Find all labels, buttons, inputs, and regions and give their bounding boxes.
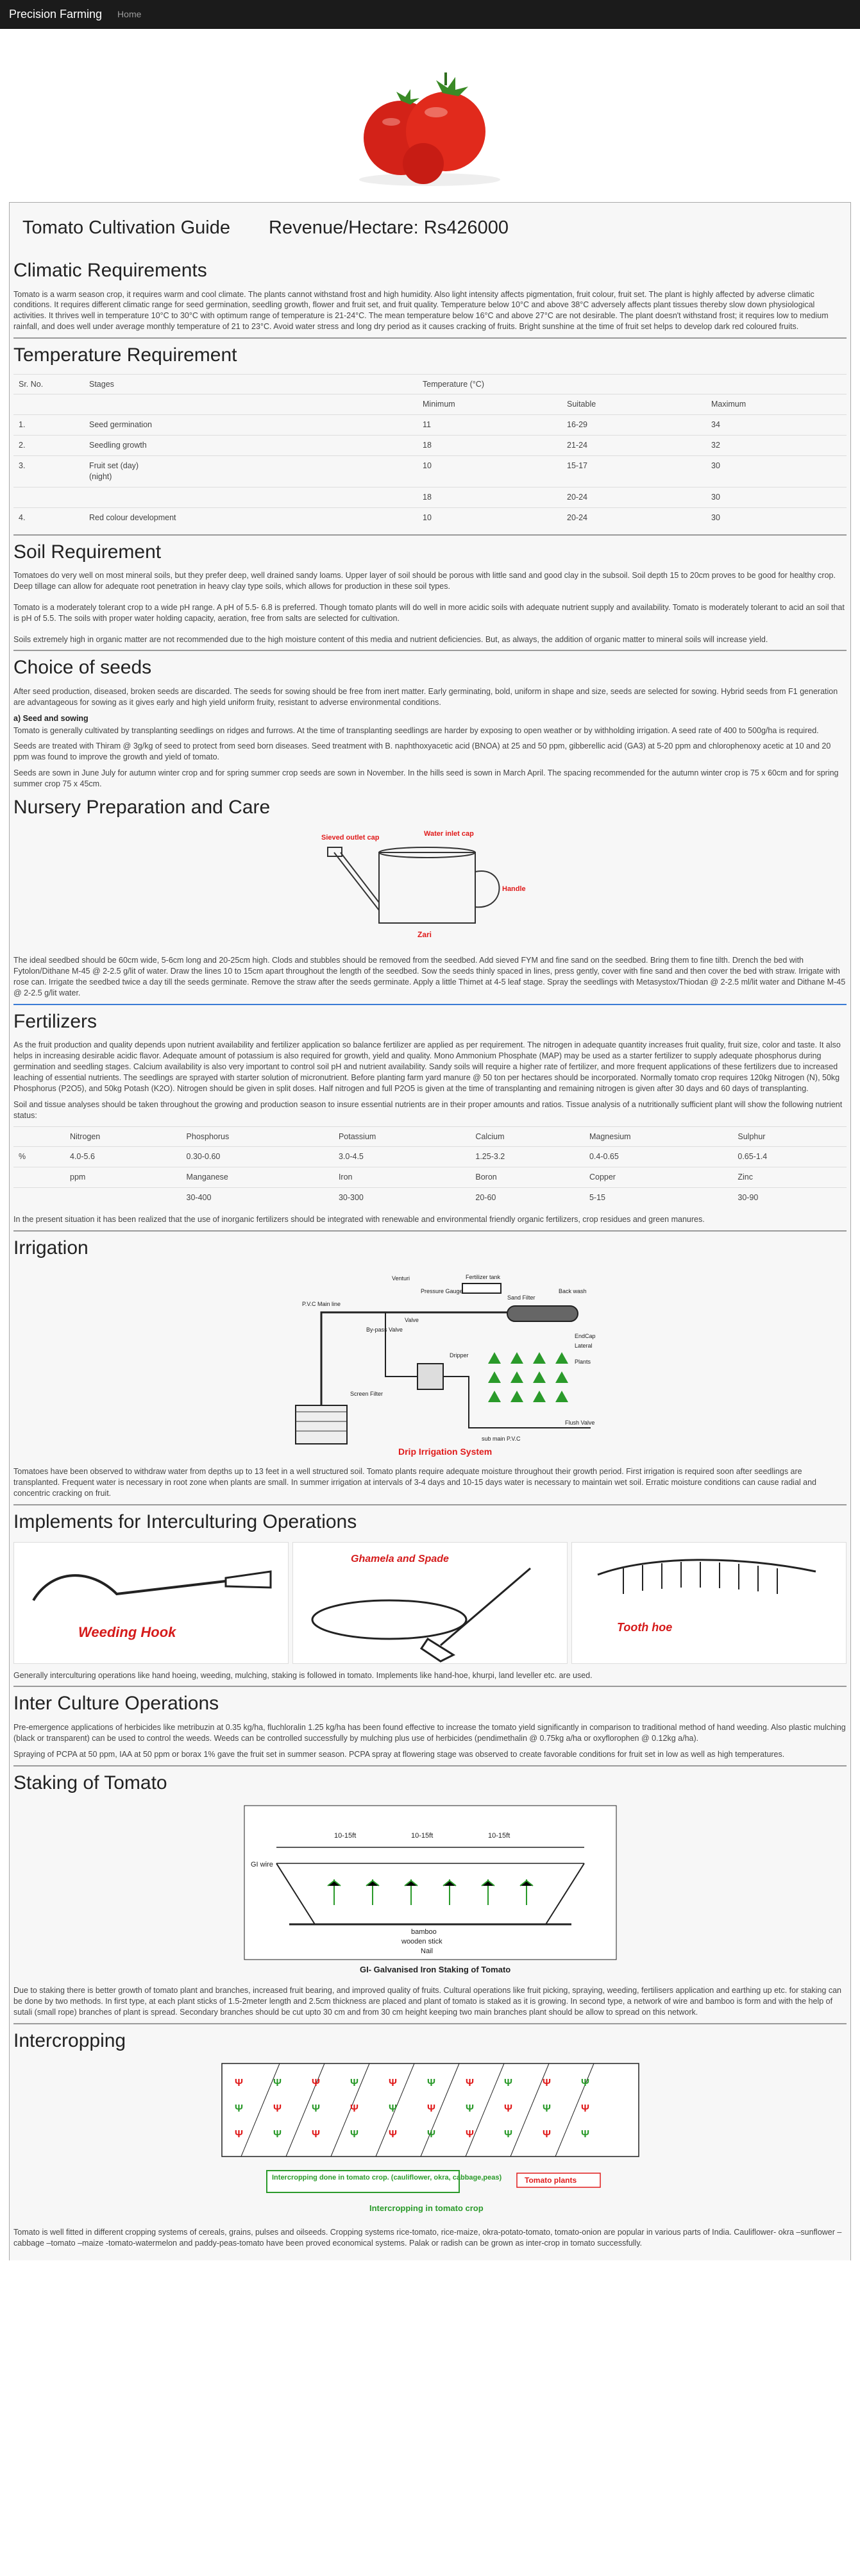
staking-heading: Staking of Tomato: [13, 1772, 167, 1793]
label-15ft-2: 10-15ft: [410, 1832, 433, 1840]
label-lateral: Lateral: [574, 1343, 593, 1350]
label-weeding-hook: Weeding Hook: [78, 1623, 176, 1640]
seeds-heading: Choice of seeds: [13, 657, 152, 679]
fertilizers-heading: Fertilizers: [13, 1010, 97, 1032]
label-15ft-3: 10-15ft: [487, 1832, 510, 1840]
implements-body: Generally interculturing operations like hand hoeing, weeding, mulching, staking is followed in tomato. Implements like hand-hoe, khurpi, land leveller etc. are used.: [13, 1670, 593, 1680]
label-venturi: Venturi: [391, 1275, 410, 1282]
inter-culture-heading: Inter Culture Operations: [13, 1693, 219, 1715]
seeds-body-4: Seeds are sown in June July for autumn winter crop and for spring summer crop seeds are sown in November. In the hills seed is sown in March April. The spacing recommended for the autumn winter crop is 75 x 60cm and for spring summer crop 75 x 45cm.: [13, 768, 839, 788]
weeding-hook-figure: [13, 1542, 289, 1664]
nursery-heading: Nursery Preparation and Care: [13, 796, 271, 818]
seeds-body-1: After seed production, diseased, broken seeds are discarded. The seeds for sowing should be free from inert matter. Early germinating, bold, uniform in shape and size, seeds are selected for sowing. Hybrid seeds from F1 generation are advantageous for sowing as it gives early and high yield uniform fruity, resistant to adverse environmental conditions.: [13, 686, 838, 707]
intercropping-body: Tomato is well fitted in different cropping systems of cereals, grains, pulses and oilseeds. Cropping systems rice-tomato, rice-maize, okra-potato-tomato, tomato-onion are popular in various parts of India. Cauliflower- okra –sunflower –cabbage –tomato –maize -tomato-watermelon and paddy-peas-tomato have been proved economical systems. Palak or radish can be grown as inter-crop in tomato successfully.: [13, 2228, 842, 2248]
label-tomato-plants: Tomato plants: [524, 2176, 577, 2185]
climatic-body: Tomato is a warm season crop, it requires warm and cool climate. The plants cannot withstand frost and high humidity. Also light intensity affects pigmentation, fruit colour, fruit set. The plant is highly affected by adverse climatic conditions. It requires different climatic range for seed germination, seedling growth, flower and fruit set, and fruit quality. Temperature below 10°C and above 38°C adversely affects plant tissues thereby slow down physiological activities. It thrives well in temperature 10°C to 30°C with optimum range of temperature is 21-24°C. The mean temperature below 16°C and above 27°C are not desirable. The plant doesn't withstand frost; it requires low to medium rainfall, and does well under average monthly temperature of 21 to 23°C. Avoid water stress and long dry period as it causes cracking of fruits. Bright sunshine at the time of fruit set helps to develop dark red coloured fruits.: [13, 289, 829, 332]
svg-text:Ψ: Ψ: [426, 2129, 435, 2140]
label-dripper: Dripper: [449, 1352, 469, 1359]
svg-text:Ψ: Ψ: [311, 2078, 320, 2089]
ghamela-spade-figure: [292, 1542, 568, 1664]
label-inlet: Water inlet cap: [423, 830, 474, 838]
fertilizers-body-2: Soil and tissue analyses should be taken throughout the growing and production season to insure essential nutrients are in their proper amounts and ratios. Tissue analysis of a nutritionally sufficient plant will show the following nutrient status:: [13, 1099, 843, 1120]
temperature-table: [13, 374, 847, 528]
climatic-heading: Climatic Requirements: [13, 260, 207, 281]
irrigation-caption: Drip Irrigation System: [398, 1446, 492, 1457]
tomato-image: [346, 61, 513, 189]
hero-image: [0, 29, 860, 202]
svg-text:Ψ: Ψ: [426, 2078, 435, 2089]
svg-text:Ψ: Ψ: [465, 2078, 474, 2089]
svg-text:Ψ: Ψ: [388, 2078, 397, 2089]
nutrient-table: Nitrogen Phosphorus Potassium Calcium Magnesium Sulphur % 4.0-5.6 0.30-0.60 3.0-4.5 1.25-3.2 0.4-0.65 0.65-1.4 ppm Manganese Iron Boron Copper Zinc 30-400 30-300 20-60 5-15 30-90: [13, 1126, 847, 1208]
label-sieved: Sieved outlet cap: [321, 834, 379, 842]
brand-link[interactable]: Precision Farming: [9, 7, 103, 21]
soil-heading: Soil Requirement: [13, 541, 162, 563]
irrigation-heading: Irrigation: [13, 1237, 89, 1258]
inter-culture-body-2: Spraying of PCPA at 50 ppm, IAA at 50 ppm or borax 1% gave the fruit set in summer season. PCPA spray at flowering stage was observed to create favorable conditions for fruit set in low as well as high temperatures.: [13, 1749, 785, 1759]
label-ghamela: Ghamela and Spade: [351, 1553, 449, 1564]
page-title: Tomato Cultivation Guide: [22, 217, 230, 239]
intercropping-diagram: [215, 2060, 645, 2221]
label-tooth-hoe: Tooth hoe: [617, 1620, 673, 1634]
svg-text:Ψ: Ψ: [234, 2078, 243, 2089]
staking-diagram: [238, 1802, 623, 1979]
navbar: [0, 0, 860, 29]
svg-text:Ψ: Ψ: [388, 2129, 397, 2140]
label-wooden: wooden stick: [401, 1938, 443, 1945]
svg-text:Ψ: Ψ: [273, 2103, 282, 2115]
nursery-body: The ideal seedbed should be 60cm wide, 5-6cm long and 20-25cm high. Clods and stubbles should be removed from the seedbed. Add sieved FYM and fine sand on the seedbed. Bring them to fine tilth. Drench the bed with Fytolon/Dithane M-45 @ 2-2.5 g/lit of water. Draw the lines 10 to 15cm apart throughout the length of the seedbed. Sow the seeds thinly spaced in lines, press gently, cover with fine sand and then cover the bed with straw. Irrigate with rose can. Irrigate the seedbed twice a day till the seeds germinate. Remove the straw after the seeds germinate. Apply a little Thimet at 4-5 leaf stage. Spray the seedlings with Metasystox/Thiodan @ 2-2.5 ml/lit water and Dithane M-45 @ 2-2.5 g/lit water.: [13, 956, 846, 997]
label-handle: Handle: [502, 885, 526, 894]
svg-text:Ψ: Ψ: [542, 2129, 551, 2140]
svg-text:Ψ: Ψ: [503, 2103, 512, 2115]
svg-text:Ψ: Ψ: [234, 2129, 243, 2140]
svg-text:Ψ: Ψ: [542, 2078, 551, 2089]
table-row: 4. Red colour development 10 20-24 30: [13, 507, 847, 527]
svg-text:Ψ: Ψ: [350, 2078, 358, 2089]
fertilizers-body-1: As the fruit production and quality depends upon nutrient availability and fertilizer application so balance fertilizer are applied as per requirement. The nitrogen in adequate quantity increases fruit quality, fruit size, color and taste. It also helps in increasing desirable acidic flavor. Adequate amount of potassium is also required for growth, yield and quality. Mono Ammonium Phosphate (MAP) may be used as a starter fertilizer to supply adequate phosphorus during germination and seedling stages. Calcium availability is also very important to control soil pH and nutrient availability. Sandy soils will require a higher rate of fertilizer, and more frequent applications of these fertilizers due to increased leaching of essential nutrients. The seedlings are sprayed with starter solution of micronutrient. Before planting farm yard manure @ 50 ton per hectares should be incorporated. Normally tomato crop requires 120kg Nitrogen (N), 50kg Phosphorus (P2O5), and 50kg Potash (K2O). Nitrogen should be given in split doses. Half nitrogen and full P2O5 is given at the time of transplanting and remaining nitrogen is given after 30 days and 60 days of transplanting.: [13, 1040, 841, 1093]
svg-text:Ψ: Ψ: [580, 2129, 589, 2140]
col-stages: Stages: [84, 374, 417, 394]
label-pressure: Pressure Gauge: [420, 1288, 463, 1295]
staking-caption: GI- Galvanised Iron Staking of Tomato: [359, 1965, 510, 1974]
label-backwash: Back wash: [558, 1288, 587, 1295]
drip-irrigation-diagram: [257, 1267, 603, 1460]
svg-text:Ψ: Ψ: [503, 2129, 512, 2140]
col-minimum: Minimum: [417, 394, 562, 415]
svg-text:Ψ: Ψ: [350, 2129, 358, 2140]
col-maximum: Maximum: [706, 394, 847, 415]
intercropping-heading: Intercropping: [13, 2029, 126, 2051]
label-submain: sub main P.V.C: [481, 1436, 521, 1443]
svg-text:Ψ: Ψ: [388, 2103, 397, 2115]
label-sand: Sand Filter: [507, 1294, 535, 1301]
svg-text:Ψ: Ψ: [580, 2078, 589, 2089]
seeds-subheading: a) Seed and sowing: [13, 713, 89, 723]
svg-text:Ψ: Ψ: [465, 2129, 474, 2140]
col-suitable: Suitable: [562, 394, 706, 415]
label-pvc: P.V.C Main line: [301, 1301, 341, 1308]
guide-panel: [9, 202, 851, 2260]
svg-text:Ψ: Ψ: [542, 2103, 551, 2115]
revenue-label: Revenue/Hectare: Rs426000: [269, 217, 509, 239]
staking-body: Due to staking there is better growth of tomato plant and branches, increased fruit bearing, and improved quality of fruits. Cultural operations like fruit picking, spraying, weeding, fertilisers application and earthing up etc. for staking can be done by two methods. In first type, at each plant sticks of 1.5-2meter length and 2.5cm thickness are placed and plant of tomato is staked as it is growing. In second type, a network of wire and bamboo is form and with the help of sutali (small rope) branches of plant is spread. Secondary branches should be cut upto 30 cm and from 30 cm height keeping two main branches plant should be allow to spread on this network.: [13, 1986, 841, 2017]
inter-culture-body-1: Pre-emergence applications of herbicides like metribuzin at 0.35 kg/ha, fluchloralin 1.25 kg/ha has been found effective to increase the tomato yield significantly in comparison to traditional method of hand weeding. Also plastic mulching (black or transparent) can be used to control the weeds. Weeds can be controlled successfully by mulching plus use of herbicides (pendimethalin @ 0.75kg a/ha or oxyflorophen @ 0.12kg a/ha).: [13, 1722, 846, 1743]
label-15ft-1: 10-15ft: [333, 1832, 356, 1840]
label-bamboo: bamboo: [410, 1928, 437, 1936]
label-screen: Screen Filter: [350, 1391, 383, 1398]
label-plants: Plants: [574, 1359, 591, 1366]
svg-text:Ψ: Ψ: [273, 2129, 282, 2140]
col-sr-no: Sr. No.: [13, 374, 84, 394]
svg-text:Ψ: Ψ: [350, 2103, 358, 2115]
label-endcap: EndCap: [574, 1333, 596, 1340]
table-row: 1. Seed germination 11 16-29 34: [13, 415, 847, 436]
table-row: 18 20-24 30: [13, 487, 847, 507]
svg-text:Ψ: Ψ: [311, 2129, 320, 2140]
svg-text:Ψ: Ψ: [465, 2103, 474, 2115]
svg-text:Ψ: Ψ: [273, 2078, 282, 2089]
seeds-body-3: Seeds are treated with Thiram @ 3g/kg of seed to protect from seed born diseases. Seed treatment with B. naphthoxyacetic acid (BNOA) at 25 and 50 ppm, gibberellic acid (GA3) at 5-20 ppm and chlorophenoxy acetic at 10 and 20 ppm was found to improve the growth and yield of tomato.: [13, 741, 831, 762]
label-gi-wire: GI wire: [250, 1861, 273, 1868]
seeds-body-2: Tomato is generally cultivated by transplanting seedlings on ridges and furrows. At the time of transplanting seedlings are harder by exposing to open weather or by withholding irrigation. A seed rate of 400 to 500g/ha is required.: [13, 725, 819, 735]
svg-text:Ψ: Ψ: [426, 2103, 435, 2115]
nav-home-link[interactable]: Home: [117, 8, 142, 19]
label-fert-tank: Fertilizer tank: [465, 1274, 500, 1281]
implements-heading: Implements for Interculturing Operations: [13, 1511, 357, 1532]
soil-body-1: Tomatoes do very well on most mineral soils, but they prefer deep, well drained sandy loams. Upper layer of soil should be porous with little sand and good clay in the subsoil. Soil depth 15 to 20cm proves to be good for healthy crop. Deep tillage can allow for adequate root penetration in heavy clay type soils, which allows for production in these soil types.: [13, 571, 836, 591]
soil-body-3: Soils extremely high in organic matter are not recommended due to the high moisture content of this media and nutrient deficiencies. But, as always, the addition of organic matter to mineral soils will increase yield.: [13, 634, 768, 644]
fertilizers-body-3: In the present situation it has been realized that the use of inorganic fertilizers should be integrated with renewable and environmental friendly organic fertilizers, crop residues and green manures.: [13, 1215, 705, 1224]
table-row: 3. Fruit set (day) (night) 10 15-17 30: [13, 456, 847, 487]
label-nail: Nail: [420, 1947, 433, 1955]
svg-text:Ψ: Ψ: [503, 2078, 512, 2089]
svg-text:Ψ: Ψ: [311, 2103, 320, 2115]
soil-body-2: Tomato is a moderately tolerant crop to a wide pH range. A pH of 5.5- 6.8 is preferred. Though tomato plants will do well in more acidic soils with adequate nutrient supply and availability. Tomato is moderately tolerant to acid an soil that is pH of 5.5. The soils with proper water holding capacity, aeration, free from salts are selected for cultivation.: [13, 602, 845, 623]
label-zari: Zari: [417, 930, 432, 940]
label-intercrop-box: Intercropping done in tomato crop. (cauliflower, okra, cabbage,peas): [271, 2174, 502, 2182]
irrigation-body: Tomatoes have been observed to withdraw water from depths up to 13 feet in a well structured soil. Tomato plants require adequate moisture throughout their growth period. First irrigation is required soon after seedlings are transplanted. Frequent water is necessary in root zone when plants are small. In summer irrigation at intervals of 3-4 days and 10-15 days water is necessary to maintain wet soil. Erratic moisture conditions can cause radial and concentric cracking on fruit.: [13, 1467, 816, 1498]
tooth-hoe-figure: [571, 1542, 847, 1664]
watering-can-diagram: [315, 827, 546, 949]
label-valve: Valve: [404, 1317, 419, 1324]
svg-text:Ψ: Ψ: [234, 2103, 243, 2115]
col-temperature: Temperature (°C): [417, 374, 847, 394]
intercropping-caption: Intercropping in tomato crop: [369, 2203, 484, 2214]
label-bypass: By-pass Valve: [366, 1326, 403, 1334]
label-flush: Flush Valve: [564, 1419, 594, 1427]
table-row: 2. Seedling growth 18 21-24 32: [13, 436, 847, 456]
svg-text:Ψ: Ψ: [580, 2103, 589, 2115]
temperature-heading: Temperature Requirement: [13, 344, 237, 366]
